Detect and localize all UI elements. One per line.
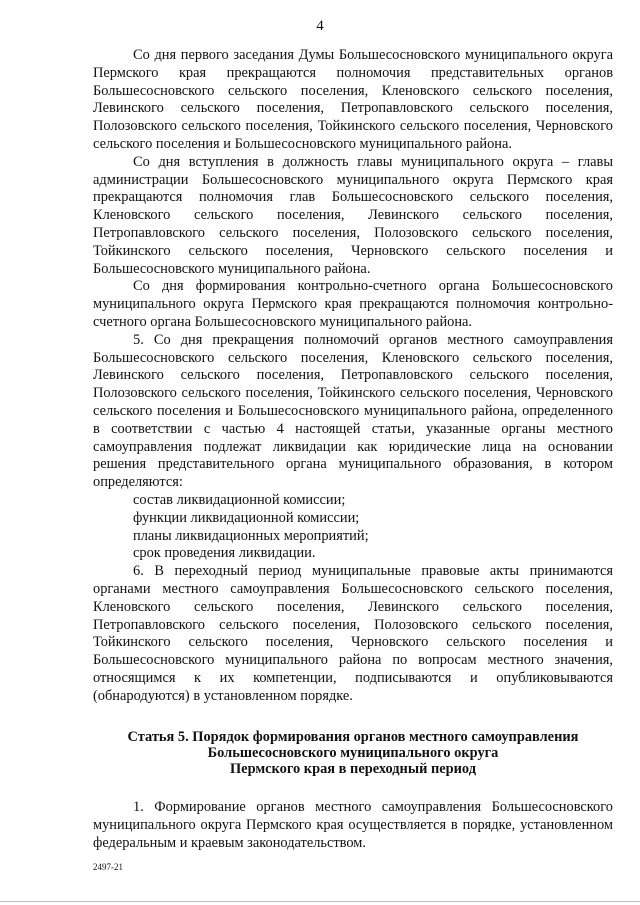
document-body: [93, 47, 613, 853]
article-heading-line: Пермского края в переходный период: [229, 761, 476, 778]
article-heading-line: Статья 5. Порядок формирования органов местного самоуправления: [127, 729, 579, 746]
paragraph-5-liquidation: 5. Со дня прекращения полномочий органов местного самоуправления Большесосновского сельского поселения, Кленовского сельского поселения, Левинского сельского поселения, Петропавловского сельского поселения, Полозовского сельского поселения, Тойкинского сельского поселения, Черновского сельского поселения и Большесосновского муниципального района, определенного в соответствии с частью 4 настоящей статьи, указанные органы местного самоуправления подлежат ликвидации как юридические лица на основании решения представительного органа муниципального образования, в котором определяются:: [93, 331, 613, 491]
list-item: состав ликвидационной комиссии;: [133, 491, 346, 508]
page-bottom-divider: [0, 901, 640, 902]
article-5-paragraph-1: 1. Формирование органов местного самоуправления Большесосновского муниципального округа Пермского края осуществляется в порядке, установленном федеральным и краевым законодательством.: [93, 799, 613, 852]
article-heading-line: Большесосновского муниципального округа: [207, 745, 499, 762]
paragraph-heads-powers: Со дня вступления в должность главы муниципального округа – главы администрации Большесосновского муниципального округа Пермского края прекращаются полномочия глав Большесосновского сельского поселения, Кленовского сельского поселения, Левинского сельского поселения, Петропавловского сельского поселения, Полозовского сельского поселения, Тойкинского сельского поселения, Черновского сельского поселения и Большесосновского муниципального района.: [93, 153, 613, 277]
paragraph-6-transition-acts: 6. В переходный период муниципальные правовые акты принимаются органами местного самоуправления Большесосновского сельского поселения, Кленовского сельского поселения, Левинского сельского поселения, Петропавловского сельского поселения, Полозовского сельского поселения, Тойкинского сельского поселения, Черновского сельского поселения и Большесосновского муниципального района по вопросам местного значения, относящимся к их компетенции, подписываются и опубликовываются (обнародуются) в установленном порядке.: [93, 563, 613, 704]
paragraph-control-body: Со дня формирования контрольно-счетного органа Большесосновского муниципального округа Пермского края прекращаются полномочия контрольно-счетного органа Большесосновского муниципального района.: [93, 278, 613, 330]
article-5-heading: [93, 729, 613, 777]
list-item: планы ликвидационных мероприятий;: [133, 527, 369, 544]
page-number: 4: [316, 18, 324, 34]
list-item: срок проведения ликвидации.: [133, 545, 316, 562]
list-item: функции ликвидационной комиссии;: [133, 509, 360, 526]
document-code: 2497-21: [93, 862, 123, 872]
paragraph-representative-bodies: Со дня первого заседания Думы Большесосновского муниципального округа Пермского края прекращаются полномочия представительных органов Большесосновского сельского поселения, Кленовского сельского поселения, Левинского сельского поселения, Петропавловского сельского поселения, Полозовского сельского поселения, Тойкинского сельского поселения, Черновского сельского поселения и Большесосновского муниципального района.: [93, 47, 613, 152]
